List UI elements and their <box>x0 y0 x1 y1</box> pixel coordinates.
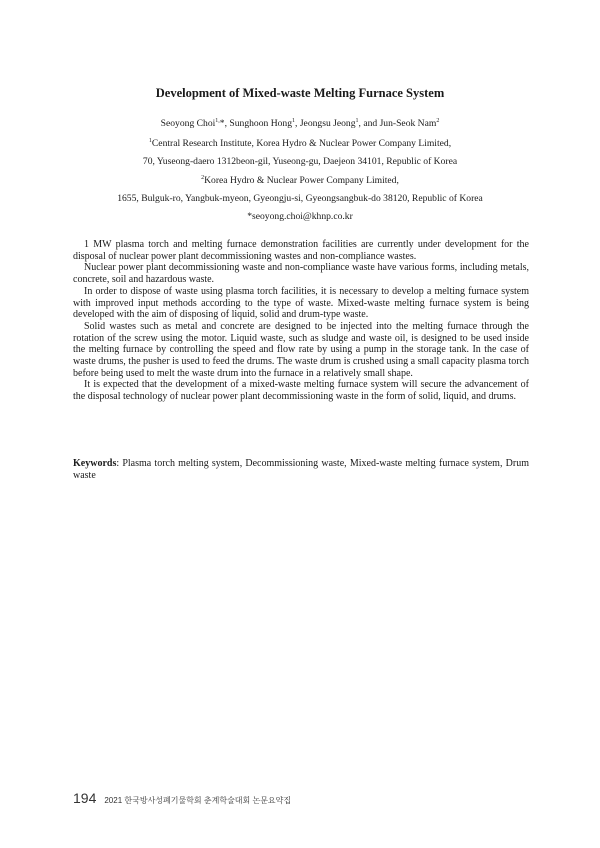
keywords-label: Keywords <box>73 458 117 469</box>
author-affiliation-mark: 1 <box>355 117 359 124</box>
author-name: Sunghoon Hong <box>229 118 293 129</box>
author-name: , Jeongsu Jeong <box>295 118 356 129</box>
affiliation-number: 2 <box>201 174 205 181</box>
author-affiliation-mark: 1, <box>215 117 220 124</box>
corresponding-mark: *, <box>219 118 230 129</box>
author-list <box>0 118 600 129</box>
paragraph: It is expected that the development of a mixed-waste melting furnace system will secure the advancement of the disposal technology of nuclear power plant decommissioning waste in the form of solid, liquid, and drums. <box>73 379 529 403</box>
author-affiliation-mark: 2 <box>436 117 440 124</box>
affiliation-1-address: 70, Yuseong-daero 1312beon-gil, Yuseong-gu, Daejeon 34101, Republic of Korea <box>142 156 458 167</box>
paper-title: Development of Mixed-waste Melting Furnace System <box>155 86 445 100</box>
paragraph: Nuclear power plant decommissioning waste and non-compliance waste have various forms, including metals, concrete, soil and hazardous waste. <box>73 262 529 286</box>
affiliation-2 <box>0 175 600 186</box>
affiliation-line: Korea Hydro & Nuclear Power Company Limited, <box>204 175 399 186</box>
paragraph: In order to dispose of waste using plasma torch facilities, it is necessary to develop a melting furnace system with improved input methods according to the type of waste. Mixed-waste melting furnace system is being developed with the aim of disposing of liquid, solid and drum-type waste. <box>73 285 529 321</box>
author-email: *seoyong.choi@khnp.co.kr <box>247 211 353 222</box>
affiliation-2-address: 1655, Bulguk-ro, Yangbuk-myeon, Gyeongju-si, Gyeongsangbuk-do 38120, Republic of Korea <box>117 193 483 204</box>
author-name: Seoyong Choi <box>160 118 216 129</box>
affiliation-1 <box>0 138 600 149</box>
keywords <box>73 458 529 482</box>
abstract-body <box>73 239 529 403</box>
paragraph: Solid wastes such as metal and concrete are designed to be injected into the melting furnace through the rotation of the screw using the motor. Liquid waste, such as sludge and waste oil, is designed to be used inside the melting furnace by controlling the speed and flow rate by using a pump in the storage tank. In the case of waste drums, the pusher is used to feed the drums. The waste drum is crushed using a small capacity plasma torch before being used to melt the waste drum into the furnace in a relatively small shape. <box>73 320 529 379</box>
author-affiliation-mark: 1 <box>292 117 296 124</box>
paragraph: 1 MW plasma torch and melting furnace demonstration facilities are currently under development for the disposal of nuclear power plant decommissioning wastes and non-compliance wastes. <box>73 239 529 262</box>
page-footer <box>73 790 291 806</box>
journal-name: 2021 한국방사성폐기물학회 춘계학술대회 논문요약집 <box>104 796 292 805</box>
affiliation-number: 1 <box>148 137 152 144</box>
author-name: , and Jun-Seok Nam <box>358 118 437 129</box>
affiliation-line: Central Research Institute, Korea Hydro & Nuclear Power Company Limited, <box>151 138 452 149</box>
page-number: 194 <box>73 790 97 806</box>
keywords-list: : Plasma torch melting system, Decommissioning waste, Mixed-waste melting furnace system, Drum waste <box>73 458 529 481</box>
